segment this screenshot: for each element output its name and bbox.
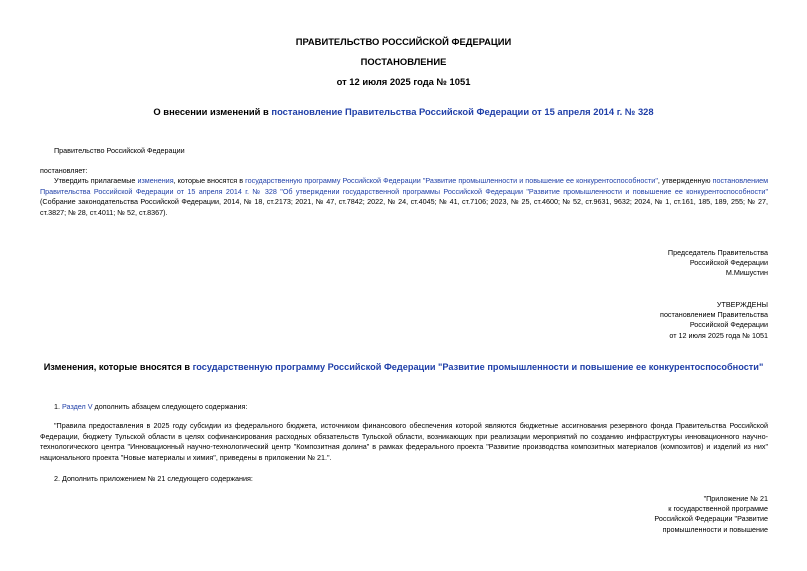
header-government: ПРАВИТЕЛЬСТВО РОССИЙСКОЙ ФЕДЕРАЦИИ — [295, 36, 512, 47]
intro-text-b: , которые вносятся в — [173, 176, 246, 185]
item-1-number: 1. — [54, 402, 62, 411]
intro-line-2[interactable]: Правительства Российской Федерации от 15 апреля 2014 г. № 328 "Об утверждении государственной программы Российской Федерации "Развитие промышленности и повышение ее конкурентоспособности" — [40, 186, 768, 196]
appendix-line-1: "Приложение № 21 — [703, 494, 768, 503]
appendix-line-4: промышленности и повышение — [662, 524, 768, 534]
approval-line-3: Российской Федерации — [689, 320, 768, 330]
quote-line-3: технологического центра "Инновационный научно-технологический центр "Композитная долина" в рамках федерального проекта "Развитие производства композитных материалов (композитов) и изделий из них" — [40, 442, 768, 452]
intro-line-3: (Собрание законодательства Российской Федерации, 2014, № 18, ст.2173; 2021, № 47, ст.7842; 2022, № 24, ст.4045; № 41, ст.7106; 2023, № 25, ст.4600; № 52, ст.9631, 9632; 2024, № 1, ст.161, 185, 189, 255; № 27, — [40, 197, 768, 207]
header-date-number: от 12 июля 2025 года № 1051 — [336, 76, 471, 87]
header-doc-type: ПОСТАНОВЛЕНИЕ — [360, 56, 447, 67]
link-section-v[interactable]: Раздел V — [62, 402, 93, 411]
item-2: 2. Дополнить приложением № 21 следующего содержания: — [54, 474, 253, 483]
approval-line-1: УТВЕРЖДЕНЫ — [716, 300, 768, 309]
signature-org: Российской Федерации — [689, 258, 768, 268]
appendix-block — [654, 494, 768, 535]
quote-paragraph — [40, 421, 768, 463]
intro-paragraph — [40, 176, 768, 218]
link-state-program[interactable]: государственную программу Российской Федерации "Развитие промышленности и повышение ее конкурентоспособности" — [245, 176, 658, 185]
signature-title: Председатель Правительства — [667, 248, 768, 257]
changes-title — [0, 362, 807, 372]
appendix-line-2: к государственной программе — [668, 504, 768, 514]
quote-line-2: Федерации, бюджету Тульской области в целях софинансирования расходных обязательств Тульской области, возникающих при реализации мероприятий по созданию инфраструктуры инновационного научно- — [40, 431, 768, 441]
signature-block — [668, 248, 768, 279]
changes-title-prefix: Изменения, которые вносятся в — [43, 362, 193, 372]
quote-line-4: национального проекта "Новые материалы и химия", приведены в приложении № 21.". — [40, 452, 332, 462]
link-changes[interactable]: изменения — [137, 176, 174, 185]
intro-text-c: , утвержденную — [657, 176, 713, 185]
approval-line-4: от 12 июля 2025 года № 1051 — [669, 330, 768, 340]
intro-line-1 — [40, 176, 768, 187]
changes-title-link[interactable]: государственную программу Российской Федерации "Развитие промышленности и повышение ее конкурентоспособности" — [192, 362, 764, 372]
intro-line-4: ст.3827; № 28, ст.4011; № 52, ст.8367). — [40, 207, 168, 217]
intro-decides: постановляет: — [40, 166, 88, 175]
item-1 — [54, 402, 247, 412]
intro-text-a: Утвердить прилагаемые — [54, 176, 138, 185]
intro-government-line: Правительство Российской Федерации — [54, 146, 185, 155]
document-title-link[interactable]: постановление Правительства Российской Федерации от 15 апреля 2014 г. № 328 — [271, 106, 654, 117]
document-title — [0, 106, 807, 117]
link-resolution[interactable]: постановлением — [712, 176, 769, 185]
item-1-text: дополнить абзацем следующего содержания: — [92, 402, 248, 411]
approval-block — [660, 300, 768, 341]
approval-line-2: постановлением Правительства — [660, 310, 768, 320]
appendix-line-3: Российской Федерации "Развитие — [654, 514, 768, 524]
document-title-prefix: О внесении изменений в — [153, 106, 272, 117]
quote-line-1: "Правила предоставления в 2025 году субсидии из федерального бюджета, источником финансового обеспечения которой являются бюджетные ассигнования резервного фонда Правительства Российской — [54, 421, 768, 430]
signature-name: М.Мишустин — [725, 268, 768, 278]
